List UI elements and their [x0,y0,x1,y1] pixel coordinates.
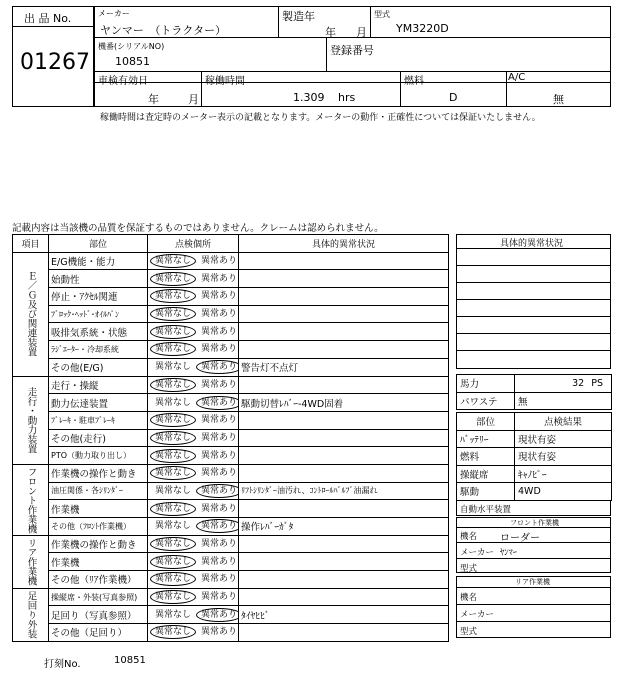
row-check [148,553,239,571]
normal-option: 異常なし [155,485,192,496]
normal-option: 異常なし [150,342,196,356]
row-check [148,376,239,394]
inspection-row [13,606,449,624]
fuel-label: 燃料 [404,76,424,87]
abnormal-option: 異常あり [201,468,238,479]
ac-label: A/C [508,72,526,83]
result-part: ﾊﾞｯﾃﾘｰ [457,430,515,448]
inspection-row [13,376,449,394]
row-part: 足回り（写真参照） [49,606,148,624]
row-part: 吸排気系統・状態 [49,323,148,341]
inspection-row [13,270,449,288]
row-part: 停止・ｱｸｾﾙ関連 [49,288,148,306]
row-check [148,535,239,553]
model-value: YM3220D [396,22,449,35]
hours-value: 1.309 [293,91,325,104]
row-check [148,323,239,341]
hours-note: 稼働時間は査定時のメーター表示の記載となります。メーターの動作・正確性については保証いたしません。 [100,113,541,123]
abnormal-option: 異常あり [201,556,238,567]
col-check: 点検個所 [148,235,239,253]
hours-label: 稼働時間 [205,76,245,87]
abnormal-option: 異常あり [196,608,238,622]
hp-label: 馬力 [457,375,515,393]
rear-impl-title: リア作業機 [515,578,550,586]
row-detail [239,464,449,482]
row-part: ﾌﾞﾛｯｸ･ﾍｯﾄﾞ･ｵｲﾙﾊﾟﾝ [49,305,148,323]
hp-unit: PS [591,377,603,389]
row-check [148,624,239,642]
row-part: ﾌﾞﾚｰｷ・駐車ﾌﾞﾚｰｷ [49,411,148,429]
inspection-month: 月 [188,93,199,106]
result-row [457,430,612,448]
row-check [148,588,239,606]
row-detail [239,376,449,394]
group-label [13,376,49,464]
abnormal-option: 異常あり [196,360,238,374]
fuel-value: D [449,91,458,104]
result-value: ｷｬﾉﾋﾟｰ [515,465,612,483]
abnormal-option: 異常あり [201,379,238,390]
row-detail [239,447,449,465]
inspection-row [13,288,449,306]
row-detail: 警告灯不点灯 [239,358,449,376]
lot-number: 01267 [20,50,90,75]
result-row [457,465,612,483]
abnormal-option: 異常あり [201,415,238,426]
row-check [148,394,239,412]
row-part: 油圧関係・各ｼﾘﾝﾀﾞｰ [49,482,148,500]
normal-option: 異常なし [150,572,196,586]
maker-value: ヤンマー （トラクター） [100,24,227,37]
row-check [148,305,239,323]
row-detail: 駆動切替ﾚﾊﾞｰ-4WD固着 [239,394,449,412]
month-unit: 月 [356,26,367,39]
col-part: 部位 [49,235,148,253]
row-part: E/G機能・能力 [49,252,148,270]
row-part: ﾗｼﾞｴｰﾀｰ・冷却系統 [49,341,148,359]
row-part: その他（ﾌﾛﾝﾄ作業機） [49,518,148,536]
row-part: 作業機の操作と動き [49,535,148,553]
front-maker-value: ﾔﾝﾏｰ [500,548,518,558]
ps-label: パワステ [457,392,515,410]
abnormal-option: 異常あり [196,484,238,498]
normal-option: 異常なし [155,362,192,373]
inspection-row [13,411,449,429]
serial-label: 機番(シリアルNO) [98,42,165,51]
row-detail [239,270,449,288]
inspection-row [13,323,449,341]
row-part: 作業機 [49,553,148,571]
row-part: 操縦席・外装(写真参照) [49,588,148,606]
result-part-label: 部位 [457,413,515,431]
normal-option: 異常なし [150,590,196,604]
row-part: その他(走行) [49,429,148,447]
detail-box [456,234,611,369]
row-detail [239,500,449,518]
inspection-row [13,553,449,571]
maker-label: メーカー [98,9,130,18]
row-part: その他（足回り） [49,624,148,642]
row-part: その他(E/G) [49,358,148,376]
stamp-value: 10851 [114,655,146,666]
inspection-row [13,341,449,359]
group-label [13,535,49,588]
result-part: 駆動 [457,483,515,501]
abnormal-option: 異常あり [196,519,238,533]
row-check [148,482,239,500]
inspection-row [13,624,449,642]
rear-maker-label: メーカー [460,610,494,620]
row-detail [239,411,449,429]
row-detail [239,429,449,447]
result-value: 現状有姿 [515,430,612,448]
group-label-text: リア作業機 [25,537,37,586]
inspection-row [13,464,449,482]
abnormal-option: 異常あり [201,256,238,267]
result-value: 4WD [515,483,612,501]
normal-option: 異常なし [150,625,196,639]
normal-option: 異常なし [150,449,196,463]
inspection-row [13,252,449,270]
inspection-row [13,482,449,500]
model-label: 型式 [374,10,390,19]
row-check [148,447,239,465]
inspection-row [13,447,449,465]
row-check [148,464,239,482]
group-label [13,588,49,641]
inspection-row [13,305,449,323]
row-check [148,500,239,518]
normal-option: 異常なし [150,555,196,569]
front-impl-title: フロント作業機 [510,519,559,527]
abnormal-option: 異常あり [201,450,238,461]
col-detail: 具体的異常状況 [239,235,449,253]
ac-value: 無 [553,93,564,106]
inspection-row [13,571,449,589]
normal-option: 異常なし [150,502,196,516]
inspection-row [13,500,449,518]
inspection-table [12,234,449,642]
row-detail: ﾀｲﾔﾋﾋﾞ [239,606,449,624]
row-detail [239,624,449,642]
row-detail [239,323,449,341]
inspection-row [13,429,449,447]
row-part: 走行・操縦 [49,376,148,394]
abnormal-option: 異常あり [201,326,238,337]
lot-label: 出 品 No. [24,12,72,25]
row-part: 作業機 [49,500,148,518]
normal-option: 異常なし [150,307,196,321]
result-table [456,412,612,501]
row-part: その他（ﾘｱ作業機） [49,571,148,589]
registration-label: 登録番号 [330,44,374,57]
row-detail [239,553,449,571]
auto-level: 自動水平装置 [460,505,512,515]
normal-option: 異常なし [155,397,192,408]
inspection-row [13,588,449,606]
group-label-text: 走行・動力装置 [25,386,37,454]
normal-option: 異常なし [150,254,196,268]
row-detail [239,288,449,306]
row-detail [239,341,449,359]
group-label-text: Ｅ／Ｇ及び関連装置 [25,271,37,357]
result-label: 点検結果 [515,413,612,431]
normal-option: 異常なし [155,521,192,532]
row-detail [239,305,449,323]
spec-table [456,374,612,410]
row-check [148,429,239,447]
abnormal-option: 異常あり [201,539,238,550]
ps-value: 無 [515,392,612,410]
normal-option: 異常なし [150,325,196,339]
normal-option: 異常なし [150,537,196,551]
row-check [148,288,239,306]
year-label: 製造年 [282,10,315,23]
row-detail [239,571,449,589]
row-check [148,411,239,429]
group-label-text: フロント作業機 [25,466,37,534]
rear-name-label: 機名 [460,593,478,603]
abnormal-option: 異常あり [201,309,238,320]
abnormal-option: 異常あり [201,592,238,603]
hours-unit: hrs [338,91,356,104]
year-unit: 年 [325,26,336,39]
row-part: 作業機の操作と動き [49,464,148,482]
row-detail [239,588,449,606]
result-value: 現状有姿 [515,448,612,466]
group-label-text: 足回り外装 [25,591,37,639]
row-part: PTO（動力取り出し） [49,447,148,465]
rear-model-label: 型式 [460,627,478,637]
front-name-label: 機名 [460,532,478,542]
serial-value: 10851 [115,55,150,68]
hp-cell [515,375,612,393]
normal-option: 異常なし [150,272,196,286]
abnormal-option: 異常あり [201,291,238,302]
result-row [457,483,612,501]
inspection-row [13,535,449,553]
front-maker-label: メーカー [460,548,494,558]
normal-option: 異常なし [155,609,192,620]
normal-option: 異常なし [150,378,196,392]
row-detail: ﾘﾌﾄｼﾘﾝﾀﾞｰ油汚れ、ｺﾝﾄﾛｰﾙﾊﾞﾙﾌﾞ油漏れ [239,482,449,500]
hp-value: 32 [572,377,585,389]
row-check [148,518,239,536]
normal-option: 異常なし [150,413,196,427]
inspection-row [13,358,449,376]
row-detail [239,252,449,270]
group-label [13,252,49,376]
stamp-label: 打刻No. [44,659,81,670]
abnormal-option: 異常あり [201,344,238,355]
row-check [148,270,239,288]
row-check [148,252,239,270]
abnormal-option: 異常あり [201,273,238,284]
row-detail: 操作ﾚﾊﾞｰｶﾞﾀ [239,518,449,536]
inspection-row [13,394,449,412]
abnormal-option: 異常あり [196,396,238,410]
row-detail [239,535,449,553]
row-check [148,358,239,376]
abnormal-option: 異常あり [201,574,238,585]
row-part: 始動性 [49,270,148,288]
front-name-value: ローダー [500,533,540,544]
inspection-row [13,518,449,536]
front-model-label: 型式 [460,564,478,574]
result-row [457,448,612,466]
abnormal-option: 異常あり [201,627,238,638]
group-label [13,464,49,535]
normal-option: 異常なし [150,466,196,480]
row-check [148,341,239,359]
col-item: 項目 [13,235,49,253]
abnormal-option: 異常あり [201,432,238,443]
row-check [148,606,239,624]
row-part: 動力伝達装置 [49,394,148,412]
disclaimer: 記載内容は当該機の品質を保証するものではありません。クレームは認められません。 [12,223,384,234]
result-part: 燃料 [457,448,515,466]
normal-option: 異常なし [150,431,196,445]
row-check [148,571,239,589]
inspection-label: 車検有効日 [98,76,148,87]
inspection-year: 年 [148,93,159,106]
right-detail-header: 具体的異常状況 [500,239,564,249]
result-part: 操縦席 [457,465,515,483]
abnormal-option: 異常あり [201,503,238,514]
normal-option: 異常なし [150,289,196,303]
